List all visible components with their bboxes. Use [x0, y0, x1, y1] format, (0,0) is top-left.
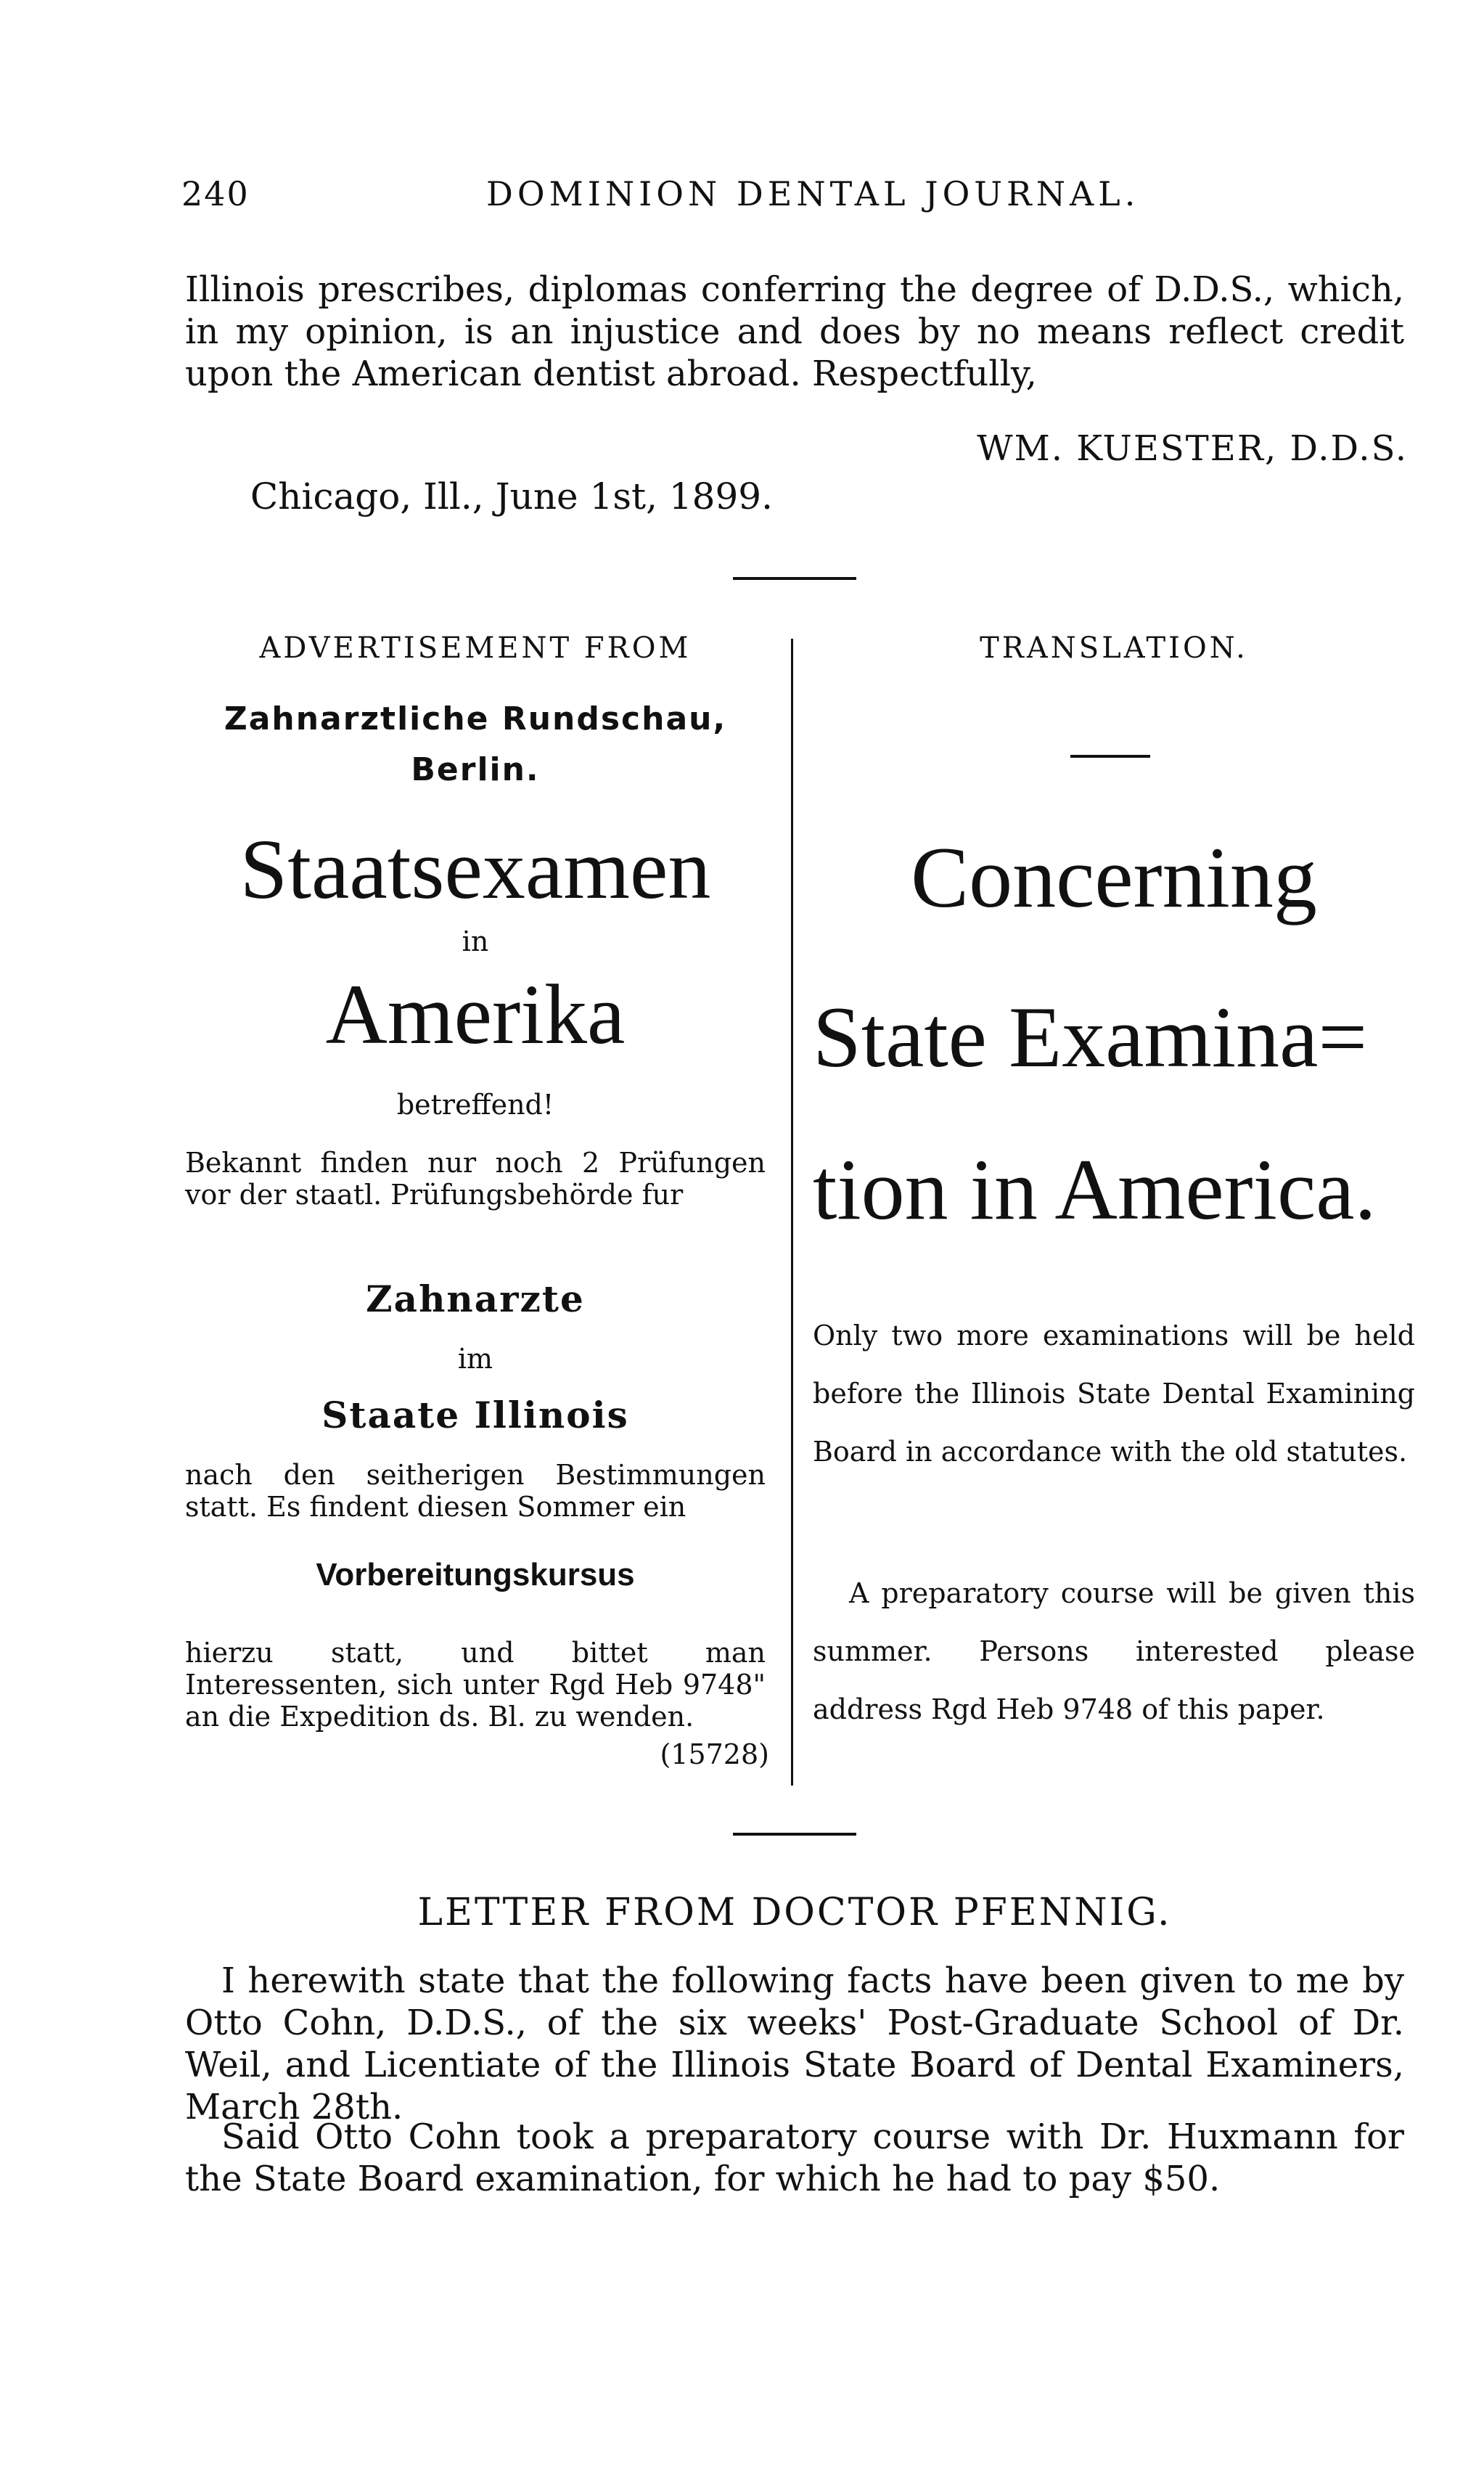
- translation-heading: TRANSLATION.: [980, 631, 1248, 665]
- advertisement-paragraph-2: nach den seitherigen Bestimmungen statt. Es findent diesen Sommer ein: [185, 1459, 766, 1523]
- section-divider: [733, 577, 856, 580]
- advertisement-title-staatsexamen: Staatsexamen: [239, 822, 711, 917]
- journal-title: DOMINION DENTAL JOURNAL.: [486, 174, 1140, 213]
- intro-paragraph: Illinois prescribes, diplomas conferring the degree of D.D.S., which, in my opinion, is an injustice and does by no means reflect credit upon the American dentist abroad. Respectfully,: [185, 269, 1404, 394]
- advertisement-source-city: Berlin.: [411, 751, 540, 788]
- advertisement-title-amerika: Amerika: [325, 967, 626, 1062]
- translation-divider: [1070, 755, 1150, 758]
- page-number: 240: [181, 174, 250, 213]
- advertisement-vorbereitungskursus: Vorbereitungskursus: [316, 1557, 635, 1592]
- advertisement-im: im: [457, 1343, 493, 1375]
- running-head: [181, 174, 1401, 225]
- advertisement-zahnarzte: Zahnarzte: [366, 1277, 585, 1320]
- advertisement-heading: ADVERTISEMENT FROM: [259, 631, 692, 665]
- advertisement-title-in: in: [462, 925, 489, 957]
- section-divider-2: [733, 1833, 856, 1836]
- translation-title-line-2: State Examina=: [813, 989, 1368, 1085]
- advertisement-code: (15728): [660, 1738, 769, 1770]
- column-divider: [791, 639, 793, 1786]
- translation-paragraph-2: A preparatory course will be given this summer. Persons interested please address Rgd Heb 9748 of this paper.: [813, 1577, 1415, 1725]
- advertisement-staate-illinois: Staate Illinois: [321, 1394, 629, 1436]
- advertisement-source: Zahnarztliche Rundschau,: [224, 700, 727, 737]
- signature: WM. KUESTER, D.D.S.: [977, 428, 1408, 469]
- advertisement-title-betreffend: betreffend!: [396, 1089, 554, 1121]
- translation-title-line-1: Concerning: [911, 829, 1317, 925]
- dateline: Chicago, Ill., June 1st, 1899.: [250, 475, 773, 518]
- letter-paragraph-2: Said Otto Cohn took a preparatory course with Dr. Huxmann for the State Board examination, for which he had to pay $50.: [185, 2117, 1404, 2199]
- translation-paragraph-1: Only two more examinations will be held before the Illinois State Dental Examining Board in accordance with the old statutes.: [813, 1320, 1415, 1468]
- advertisement-paragraph-3: hierzu statt, und bittet man Interessenten, sich unter Rgd Heb 9748" an die Expedition ds. Bl. zu wenden.: [185, 1637, 766, 1733]
- letter-paragraph-1: I herewith state that the following facts have been given to me by Otto Cohn, D.D.S., of the six weeks' Post-Graduate School of Dr. Weil, and Licentiate of the Illinois State Board of Dental Examiners, March 28th.: [185, 1960, 1404, 2127]
- translation-title-line-3: tion in America.: [813, 1141, 1377, 1238]
- advertisement-paragraph-1: Bekannt finden nur noch 2 Prüfungen vor der staatl. Prüfungsbehörde fur: [185, 1147, 766, 1211]
- letter-title: LETTER FROM DOCTOR PFENNIG.: [417, 1891, 1172, 1934]
